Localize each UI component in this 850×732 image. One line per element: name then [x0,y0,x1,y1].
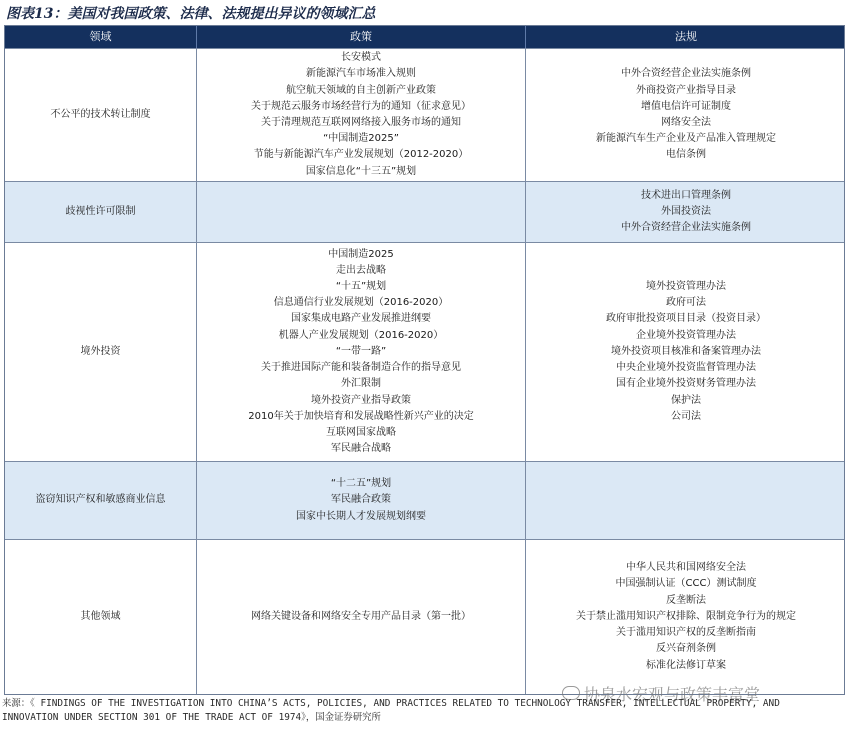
header-field: 领域 [89,30,112,43]
list-item: “十五”规划 [335,281,387,293]
row-field-text: 盗窃知识产权和敏感商业信息 [35,494,166,506]
row-policies [196,540,525,694]
row-policies [196,462,525,539]
row-laws [525,462,846,539]
list-item: 电信条例 [666,149,706,161]
list-item: 境外投资管理办法 [646,281,726,293]
list-item: 标准化法修订草案 [646,659,726,671]
list-item: 外商投资产业指导目录 [636,84,736,96]
list-item: 新能源汽车生产企业及产品准入管理规定 [596,133,776,145]
source-line-2: INNOVATION UNDER SECTION 301 OF THE TRADE ACT OF 1974》，国金证券研究所 [2,712,381,723]
row-laws [525,49,846,181]
list-item: “中国制造2025” [323,133,399,145]
list-item: 关于清理规范互联网网络接入服务市场的通知 [261,117,461,128]
table-row [5,48,844,181]
list-item: 信息通信行业发展规划（2016-2020） [273,297,449,309]
row-field-text: 其他领域 [80,610,121,622]
list-item: “十二五”规划 [330,478,392,490]
list-item: 企业境外投资管理办法 [636,329,736,341]
table-row [5,539,844,694]
list-item: 长安模式 [341,52,381,64]
row-field [5,540,196,694]
list-item: 中央企业境外投资监督管理办法 [616,362,756,374]
list-item: 反兴奋剂条例 [656,643,716,655]
list-item: 网络安全法 [661,117,711,128]
list-item: 节能与新能源汽车产业发展规划（2012-2020） [253,149,469,161]
list-item: 公司法 [671,410,701,422]
table-row [5,461,844,539]
list-item: 政府可法 [666,297,706,309]
row-laws [525,540,846,694]
list-item: 中国强制认证（CCC）测试制度 [615,578,757,590]
policy-table [4,25,845,695]
row-field-text: 歧视性许可限制 [65,205,136,217]
row-field [5,49,196,181]
list-item: 反垄断法 [666,594,706,606]
list-item: 技术进出口管理条例 [641,189,731,201]
list-item: 关于滥用知识产权的反垄断指南 [616,627,756,639]
source-line-1: 来源：《 FINDINGS OF THE INVESTIGATION INTO CHINA’S ACTS, POLICIES, AND PRACTICES RELATED TO TECHNOLOGY TRANSFER, INTELLECTUAL PROPERTY, AND [2,698,780,709]
list-item: 走出去战略 [336,264,386,276]
row-field [5,182,196,242]
list-item: 境外投资产业指导政策 [311,394,411,406]
row-policies [196,243,525,461]
list-item: 保护法 [671,394,701,406]
list-item: 国家中长期人才发展规划纲要 [296,510,426,522]
list-item: 关于规范云服务市场经营行为的通知（征求意见） [251,100,471,112]
list-item: 航空航天领域的自主创新产业政策 [286,84,436,96]
list-item: 军民融合战略 [331,443,391,455]
row-field [5,243,196,461]
list-item: 国家信息化“十三五”规划 [305,165,417,177]
row-field-text: 境外投资 [80,345,121,357]
list-item: 政府审批投资项目目录（投资目录） [606,313,766,325]
figure-title: 图表13：美国对我国政策、法律、法规提出异议的领域汇总 [6,6,376,22]
row-field [5,462,196,539]
list-item: 关于推进国际产能和装备制造合作的指导意见 [261,362,461,374]
list-item: 增值电信许可证制度 [641,100,731,112]
list-item: 机器人产业发展规划（2016-2020） [278,329,444,341]
list-item: 互联网国家战略 [326,426,396,438]
list-item: 中外合资经营企业法实施条例 [621,68,751,80]
table-row [5,181,844,242]
list-item: 2010年关于加快培育和发展战略性新兴产业的决定 [248,410,474,422]
table-row [5,242,844,461]
row-policies [196,182,525,242]
row-field-text: 不公平的技术转让制度 [50,108,151,120]
list-item: 外国投资法 [661,205,711,217]
list-item: “一带一路” [335,345,387,357]
watermark-text: 协泉水宏观与政策丰富堂 [584,684,761,704]
row-laws [525,182,846,242]
list-item: 关于禁止滥用知识产权排除、限制竞争行为的规定 [576,610,796,622]
list-item: 外汇限制 [341,378,381,390]
list-item: 境外投资项目核准和备案管理办法 [611,345,761,357]
list-item: 中华人民共和国网络安全法 [626,562,746,574]
row-laws [525,243,846,461]
list-item: 军民融合政策 [331,494,391,506]
list-item: 国有企业境外投资财务管理办法 [616,378,756,390]
list-item: 国家集成电路产业发展推进纲要 [291,313,431,325]
row-policies [196,49,525,181]
list-item: 新能源汽车市场准入规则 [306,68,416,80]
list-item: 中国制造2025 [328,248,394,260]
header-law: 法规 [525,26,846,48]
list-item: 中外合资经营企业法实施条例 [621,222,751,234]
list-item: 网络关键设备和网络安全专用产品目录（第一批） [251,610,471,622]
table-header [5,26,844,48]
source-note [2,697,848,725]
header-policy: 政策 [196,26,525,48]
